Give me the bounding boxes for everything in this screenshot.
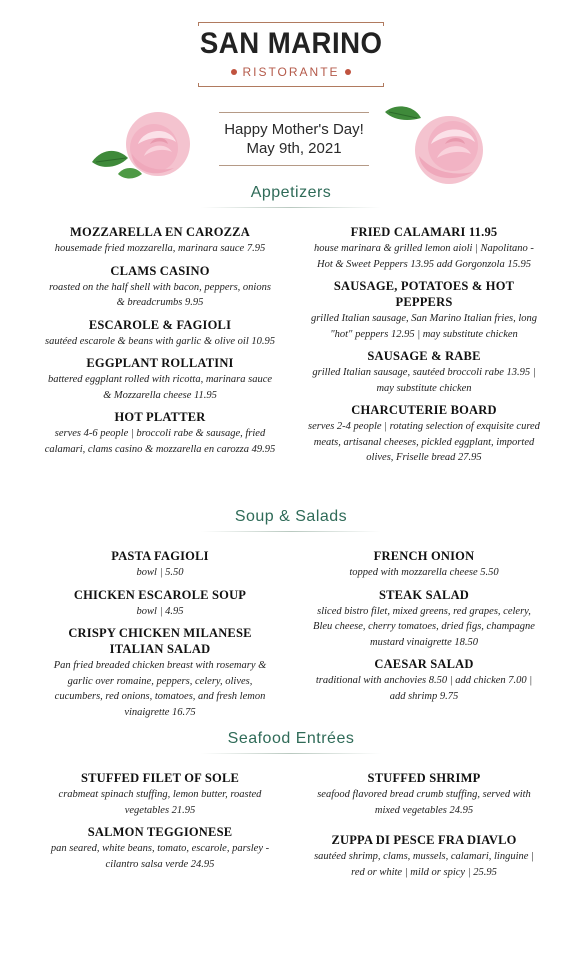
item-name: PASTA FAGIOLI [111,549,209,563]
menu-item [308,587,540,651]
item-name: ESCAROLE & FAGIOLI [88,317,232,332]
appetizers-left-column [44,224,276,463]
item-description: sautéed escarole & beans with garlic & olive oil 10.95 [45,335,275,347]
item-name: STEAK SALAD [378,587,470,602]
item-name: STUFFED FILET OF SOLE [80,771,240,785]
menu-item [44,263,276,311]
menu-item [308,548,540,581]
item-description: bowl | 4.95 [136,605,184,617]
menu-item [308,278,540,342]
menu-item [44,587,276,620]
dot-icon [231,69,237,75]
item-name: MOZZARELLA EN CAROZZA [70,225,250,239]
soups-left-column [44,548,276,726]
menu-item [44,409,276,457]
menu-item [44,625,276,720]
seafood-right-column [308,770,540,886]
item-name: CAESAR SALAD [374,657,474,671]
logo-subtitle: RISTORANTE [192,64,390,80]
item-name: CLAMS CASINO [110,263,210,278]
rose-left-icon [88,104,200,186]
item-description: bowl | 5.50 [136,567,184,578]
greeting-line-1: Happy Mother's Day! [224,121,364,138]
item-description: sliced bistro filet, mixed greens, red grapes, celery, Bleu cheese, cherry tomatoes, dried figs, champagne mustard vinaigrette 18.50 [313,605,535,648]
item-description: roasted on the half shell with bacon, peppers, onions & breadcrumbs 9.95 [49,281,271,308]
menu-item [44,548,276,581]
item-name: STUFFED SHRIMP [367,771,481,785]
item-name: SALMON TEGGIONESE [87,825,233,839]
item-description: serves 4-6 people | broccoli rabe & sausage, fried calamari, clams casino & mozzarella en carozza 49.95 [44,428,276,455]
item-name: CHARCUTERIE BOARD [351,403,497,417]
item-description: topped with mozzarella cheese 5.50 [349,567,499,578]
menu-item [44,770,276,818]
menu-item [308,224,540,272]
item-name: ZUPPA DI PESCE FRA DIAVLO [331,833,517,847]
item-description: house marinara & grilled lemon aioli | Napolitano - Hot & Sweet Peppers 13.95 add Gorgonzola 15.95 [314,243,534,270]
item-name: FRIED CALAMARI 11.95 [350,225,498,239]
item-description: grilled Italian sausage, San Marino Italian fries, long "hot" peppers 12.95 | may substitute chicken [310,313,538,340]
menu-item [308,832,540,880]
menu-item [44,824,276,872]
item-name: SAUSAGE & RABE [367,349,481,363]
logo-title: SAN MARINO [199,27,383,60]
soups-right-column [308,548,540,710]
item-description: Pan fried breaded chicken breast with rosemary & garlic over romaine, peppers, celery, olives, cucumbers, red onions, tomatoes, and fresh lemon vinaigrette 16.75 [53,660,267,718]
item-name: HOT PLATTER [114,410,206,424]
section-title-appetizers: Appetizers [0,184,582,208]
section-title-soup-salads: Soup & Salads [0,508,582,532]
item-description: traditional with anchovies 8.50 | add chicken 7.00 | add shrimp 9.75 [315,675,533,702]
menu-item [44,355,276,403]
dot-icon [345,69,351,75]
item-name: FRENCH ONION [373,549,475,563]
section-title-seafood: Seafood Entrées [0,730,582,754]
menu-item [308,656,540,704]
greeting-date: May 9th, 2021 [246,140,342,157]
item-description: crabmeat spinach stuffing, lemon butter, roasted vegetables 21.95 [58,789,262,816]
item-name: SAUSAGE, POTATOES & HOT PEPPERS [333,279,515,309]
item-name: CRISPY CHICKEN MILANESE ITALIAN SALAD [68,626,252,656]
item-description: grilled Italian sausage, sautéed broccoli rabe 13.95 | may substitute chicken [312,367,536,394]
menu-item [44,224,276,257]
restaurant-logo [0,22,582,87]
menu-item [308,348,540,396]
item-description: serves 2-4 people | rotating selection of exquisite cured meats, artisanal cheeses, pickled eggplant, imported olives, Friselle bread 27.95 [308,421,540,463]
menu-item [308,770,540,818]
menu-item [308,402,540,466]
rose-right-icon [383,100,495,190]
menu-item [44,317,276,350]
item-description: seafood flavored bread crumb stuffing, served with mixed vegetables 24.95 [317,789,531,816]
item-description: sautéed shrimp, clams, mussels, calamari, linguine | red or white | mild or spicy | 25.95 [314,851,534,878]
item-name: CHICKEN ESCAROLE SOUP [73,587,247,602]
item-name: EGGPLANT ROLLATINI [86,356,234,370]
mothers-day-greeting [218,112,370,166]
seafood-left-column [44,770,276,878]
item-description: battered eggplant rolled with ricotta, marinara sauce & Mozzarella cheese 11.95 [47,374,273,401]
appetizers-right-column [308,224,540,472]
item-description: pan seared, white beans, tomato, escarole, parsley - cilantro salsa verde 24.95 [50,843,270,870]
item-description: housemade fried mozzarella, marinara sauce 7.95 [54,243,266,254]
